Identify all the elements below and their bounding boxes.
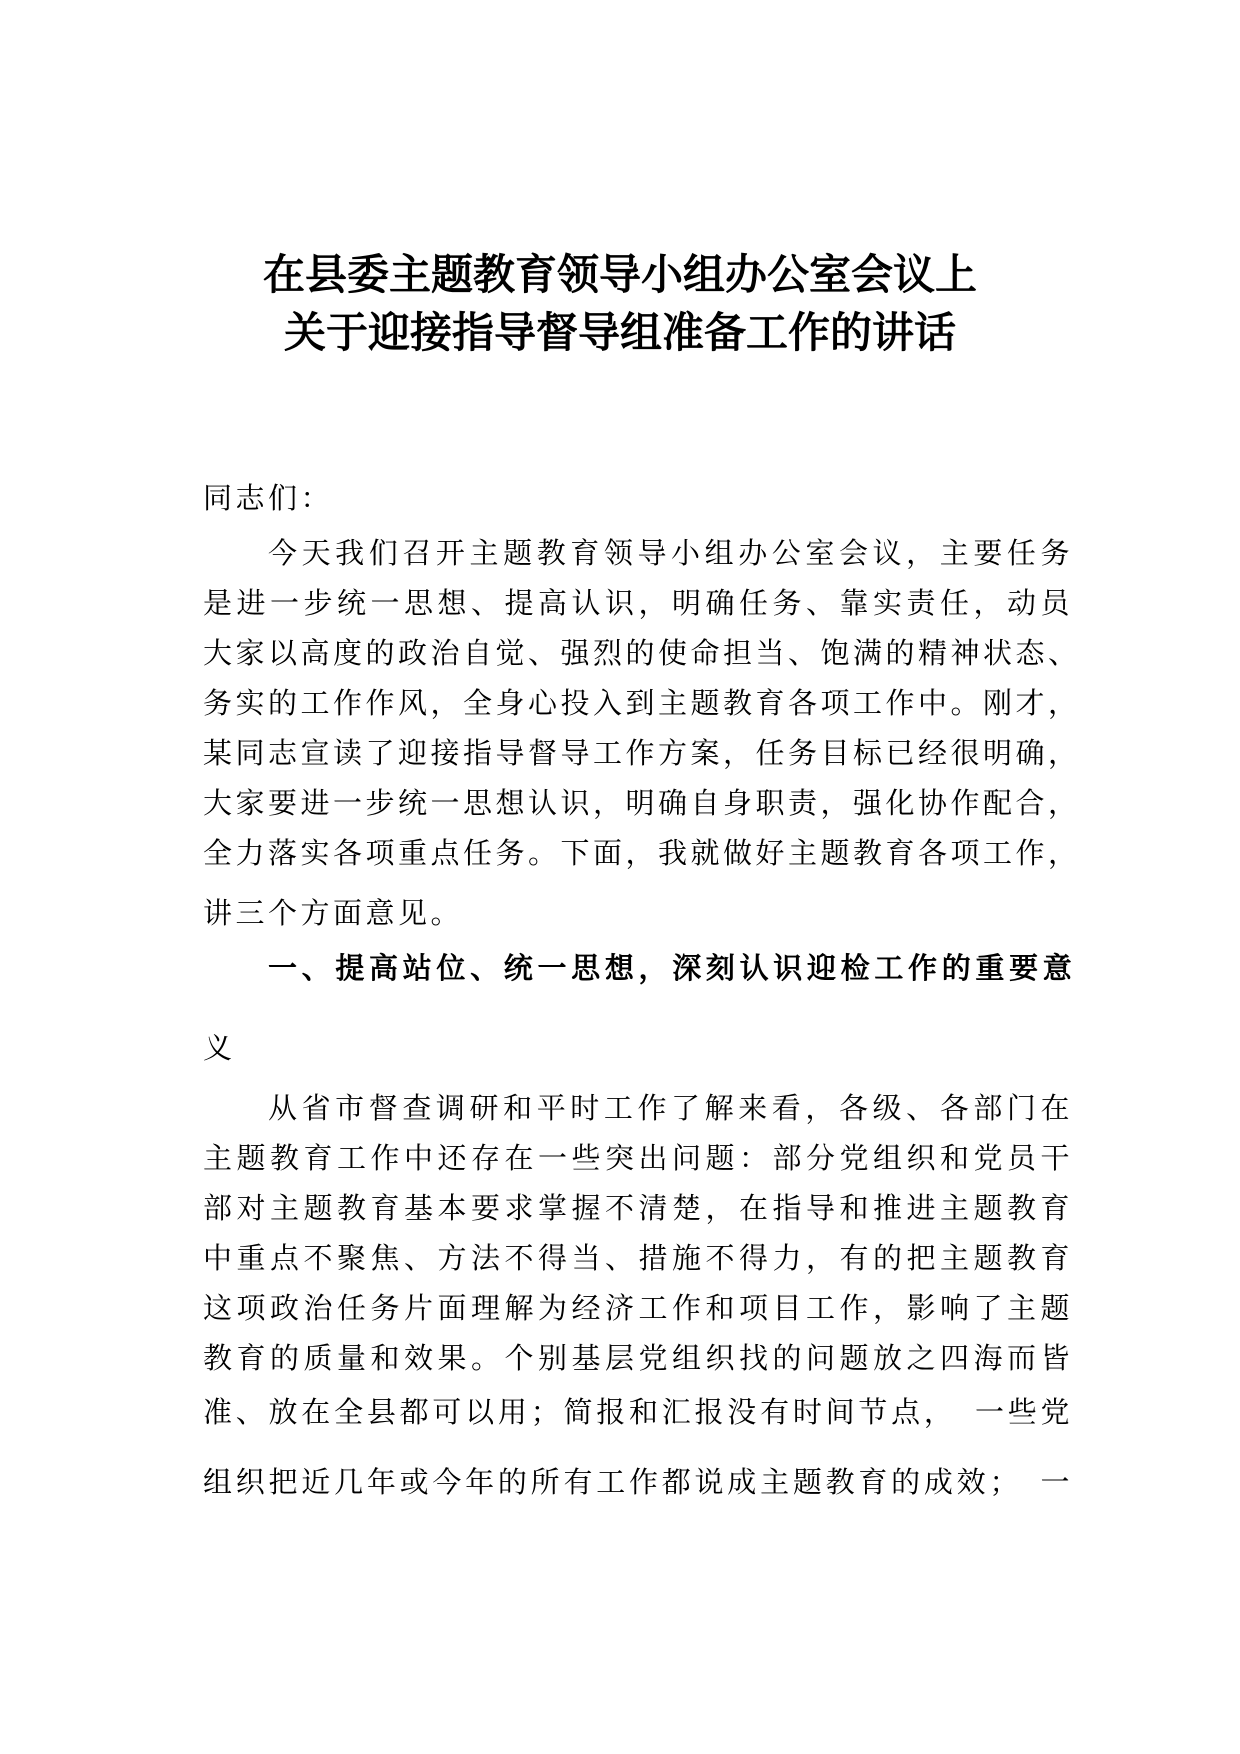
document-title: [0, 246, 1240, 362]
paragraph-2-line-6: 教育的质量和效果。个别基层党组织找的问题放之四海而皆: [203, 1341, 1073, 1375]
section-1-heading-line-2: 义: [203, 1031, 236, 1065]
paragraph-1-line-8: 讲三个方面意见。: [203, 896, 464, 930]
paragraph-1-line-2: 是进一步统一思想、提高认识，明确任务、靠实责任，动员: [203, 586, 1073, 620]
paragraph-2-line-5: 这项政治任务片面理解为经济工作和项目工作，影响了主题: [203, 1291, 1073, 1325]
paragraph-2-line-8: 组织把近几年或今年的所有工作都说成主题教育的成效； 一: [203, 1465, 1073, 1499]
paragraph-1-line-3: 大家以高度的政治自觉、强烈的使命担当、饱满的精神状态、: [203, 636, 1081, 670]
paragraph-1-line-5: 某同志宣读了迎接指导督导工作方案，任务目标已经很明确，: [203, 736, 1081, 770]
paragraph-1-line-1: 今天我们召开主题教育领导小组办公室会议，主要任务: [268, 536, 1073, 570]
paragraph-2-line-1: 从省市督查调研和平时工作了解来看，各级、各部门在: [268, 1091, 1073, 1125]
salutation: 同志们：: [203, 481, 334, 515]
paragraph-1-line-4: 务实的工作作风，全身心投入到主题教育各项工作中。刚才，: [203, 686, 1081, 720]
paragraph-2-line-3: 部对主题教育基本要求掌握不清楚，在指导和推进主题教育: [203, 1191, 1073, 1225]
title-line-1: 在县委主题教育领导小组办公室会议上: [262, 250, 977, 299]
paragraph-2-line-7: 准、放在全县都可以用；简报和汇报没有时间节点， 一些党: [203, 1395, 1073, 1429]
paragraph-2-line-4: 中重点不聚焦、方法不得当、措施不得力，有的把主题教育: [203, 1241, 1073, 1275]
paragraph-1-line-6: 大家要进一步统一思想认识，明确自身职责，强化协作配合，: [203, 786, 1081, 820]
paragraph-2-line-2: 主题教育工作中还存在一些突出问题：部分党组织和党员干: [203, 1141, 1073, 1175]
paragraph-1-line-7: 全力落实各项重点任务。下面，我就做好主题教育各项工作，: [203, 836, 1081, 870]
section-1-heading-line-1: 一、提高站位、统一思想，深刻认识迎检工作的重要意: [268, 951, 1073, 985]
title-line-2: 关于迎接指导督导组准备工作的讲话: [283, 308, 956, 357]
